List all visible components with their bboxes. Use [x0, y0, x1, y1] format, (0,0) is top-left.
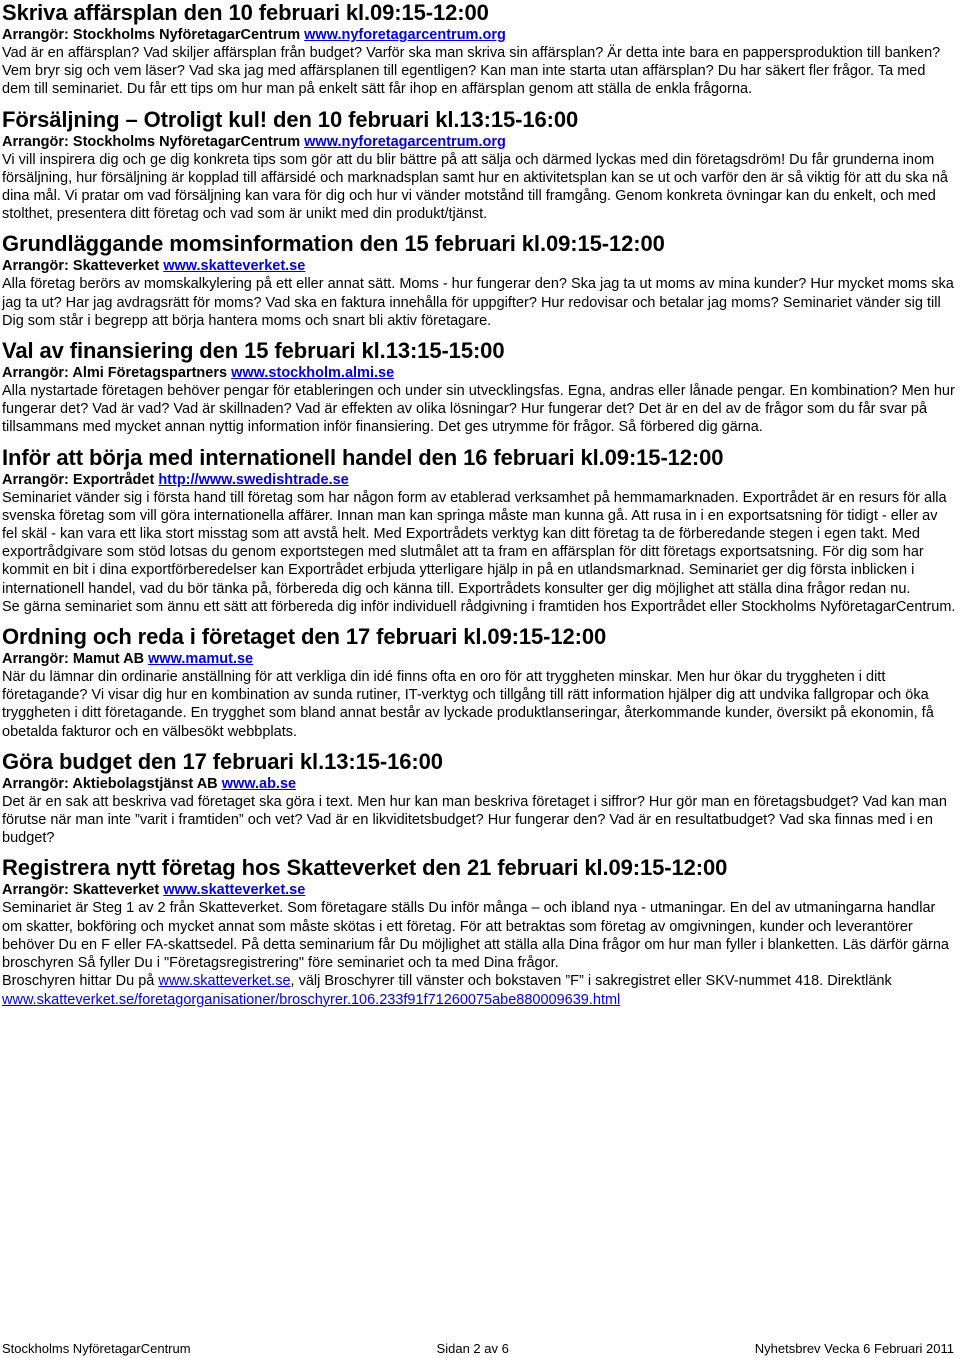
organizer-line — [2, 133, 956, 151]
footer-organization: Stockholms NyföretagarCentrum — [2, 1341, 191, 1356]
section-affarsplan — [2, 0, 956, 99]
skatteverket-link[interactable]: www.skatteverket.se — [158, 973, 291, 990]
section-title: Försäljning – Otroligt kul! den 10 februari kl.13:15-16:00 — [2, 106, 579, 132]
section-body: Vad är en affärsplan? Vad skiljer affärsplan från budget? Varför ska man skriva sin affärsplan? Är detta inte bara en pappersproduktion till banken? Vem bryr sig och vem läser? Vad ska jag med affärsplanen till egentligen? Kan man inte starta utan affärsplan? Du har säkert fler frågor. Ta med dem till seminariet. Du får ett tips om hur man på enkelt sätt får ihop en affärsplan genom att ställa de enkla frågorna. — [2, 45, 941, 98]
organizer-line — [2, 257, 956, 275]
brochure-direct-link[interactable]: www.skatteverket.se/foretagorganisationer/broschyrer.106.233f91f71260075abe880009639.html — [2, 991, 621, 1008]
section-body: Alla nystartade företagen behöver pengar för etableringen och under sin utvecklingsfas. Egna, andras eller lånade pengar. En kombination? Men hur fungerar det? Vad är vad? Vad är skillnaden? Vad är effekten av olika lösningar? Hur fungerar det? Det är en del av de frågor som du får svar på tillsammans med mycket annan nyttig information inför finansiering. Det ges utrymme för frågor. Så förbered dig gärna. — [2, 383, 955, 436]
section-title: Registrera nytt företag hos Skatteverket den 21 februari kl.09:15-12:00 — [2, 855, 728, 881]
section-body: När du lämnar din ordinarie anställning för att verkliga din idé finns ofta en oro för att tryggheten minskar. Men hur ökar du tryggheten i ditt företagande? Vi visar dig hur en kombination av sunda rutiner, IT-verktyg och tillgång till rätt information hjälper dig att undvika fallgropar och öka tryggheten i ditt företagande. En trygghet som bland annat består av lyckade produktlanseringar, återkommande kunder, översikt på ekonomin, få obetalda fakturor och en välbesökt webbplats. — [2, 669, 934, 740]
section-moms — [2, 231, 956, 330]
organizer-label: Arrangör: Stockholms NyföretagarCentrum — [2, 27, 301, 43]
section-body: Det är en sak att beskriva vad företaget ska göra i text. Men hur kan man beskriva företaget i siffror? Hur gör man en företagsbudget? Vad kan man förutse när man inte ”varit i framtiden” och vet? Vad är en likviditetsbudget? Hur fungerar den? Vad är en resultatbudget? Vad ska finnas med i en budget? — [2, 793, 947, 847]
organizer-link[interactable]: www.skatteverket.se — [163, 882, 306, 899]
organizer-line — [2, 775, 956, 793]
organizer-link[interactable]: www.skatteverket.se — [163, 258, 306, 275]
organizer-label: Arrangör: Aktiebolagstjänst AB — [2, 775, 218, 792]
organizer-label: Arrangör: Skatteverket — [2, 882, 160, 899]
section-finansiering — [2, 338, 956, 437]
page-footer — [2, 1341, 954, 1357]
section-body-extra — [2, 972, 956, 1008]
section-title: Grundläggande momsinformation den 15 februari kl.09:15-12:00 — [2, 231, 665, 257]
organizer-label: Arrangör: Almi Företagspartners — [2, 365, 228, 382]
section-body: Alla företag berörs av momskalkylering på ett eller annat sätt. Moms - hur fungerar den? Ska jag ta ut moms av mina kunder? Hur mycket moms ska jag ta ut? Har jag avdragsrätt för moms? Vad ska en faktura innehålla för uppgifter? Hur redovisar och betalar jag moms? Seminariet vänder sig till Dig som står i begrepp att börja hantera moms och snart bli aktiv företagare. — [2, 276, 954, 329]
section-registrera-foretag — [2, 855, 956, 1008]
section-body: Vi vill inspirera dig och ge dig konkreta tips som gör att du blir bättre på att sälja och därmed lyckas med din företagsdröm! Du får grunderna inom försäljning, hur försäljning är kopplad till affärsidé och marknadsplan samt hur en aktivitetsplan kan se ut och varför den är så viktig för att du ska nå dina mål. Vi pratar om vad försäljning kan vara för dig och hur vi vänder motstånd till framgång. Genom konkreta övningar kan du enkelt, och med stolthet, presentera ditt företag och vad som är unikt med din produkt/tjänst. — [2, 151, 948, 223]
organizer-label: Arrangör: Mamut AB — [2, 651, 145, 668]
organizer-label: Arrangör: Skatteverket — [2, 258, 160, 275]
section-title: Ordning och reda i företaget den 17 februari kl.09:15-12:00 — [2, 624, 607, 650]
brochure-text-start: Broschyren hittar Du på — [2, 973, 155, 990]
organizer-link[interactable]: www.stockholm.almi.se — [231, 365, 395, 382]
brochure-text-middle: , välj Broschyrer till vänster och bokstaven ”F” i sakregistret eller SKV-nummet 418. Direktlänk — [290, 973, 892, 990]
section-internationell-handel — [2, 445, 956, 616]
newsletter-page — [2, 0, 956, 1009]
organizer-line — [2, 471, 956, 489]
section-title: Göra budget den 17 februari kl.13:15-16:00 — [2, 748, 443, 774]
section-ordning-och-reda — [2, 624, 956, 741]
section-title: Inför att börja med internationell handel den 16 februari kl.09:15-12:00 — [2, 444, 724, 470]
organizer-line — [2, 881, 956, 899]
organizer-link[interactable]: www.ab.se — [221, 775, 297, 792]
organizer-link[interactable]: www.nyforetagarcentrum.org — [304, 27, 506, 43]
footer-page-number: Sidan 2 av 6 — [436, 1341, 509, 1356]
section-title: Val av finansiering den 15 februari kl.13:15-15:00 — [2, 338, 505, 364]
organizer-line — [2, 364, 956, 382]
organizer-line — [2, 26, 956, 44]
section-forsaljning — [2, 107, 956, 224]
organizer-label: Arrangör: Exportrådet — [2, 471, 155, 488]
organizer-label: Arrangör: Stockholms NyföretagarCentrum — [2, 133, 301, 150]
section-title: Skriva affärsplan den 10 februari kl.09:15-12:00 — [2, 0, 489, 25]
footer-newsletter-issue: Nyhetsbrev Vecka 6 Februari 2011 — [754, 1341, 954, 1356]
organizer-link[interactable]: http://www.swedishtrade.se — [158, 471, 349, 488]
organizer-link[interactable]: www.mamut.se — [148, 651, 254, 668]
section-body: Seminariet är Steg 1 av 2 från Skatteverket. Som företagare ställs Du inför många – och ibland nya - utmaningar. En del av utmaningarna handlar om skatter, bokföring och mycket annat som måste skötas i ett företag. För att betraktas som företag av omgivningen, kunder och leverantörer behöver Du en F eller FA-skattsedel. På detta seminarium får Du möjlighet att ställa alla Dina frågor om hur man fyller i blanketten. Läs därför gärna broschyren Så fyller Du i "Företagsregistrering" före seminariet och ta med Dina frågor. — [2, 900, 949, 972]
organizer-link[interactable]: www.nyforetagarcentrum.org — [304, 133, 506, 150]
section-body-extra: Se gärna seminariet som ännu ett sätt att förbereda dig inför individuell rådgivning i framtiden hos Exportrådet eller Stockholms NyföretagarCentrum. — [2, 598, 956, 615]
organizer-line — [2, 650, 956, 668]
section-budget — [2, 749, 956, 848]
section-body: Seminariet vänder sig i första hand till företag som har någon form av etablerad verksamhet på hemmamarknaden. Exportrådet är en resurs för alla svenska företag som vill göra internationella affärer. Innan man kan springa måste man kunna gå. Att rusa in i en exportsatsning för tidigt - eller av fel skäl - kan vara ett lika stort misstag som att avstå helt. Med Exportrådets verktyg kan ditt företag ta de förberedande stegen i egen takt. Med exportrådgivare som stöd lotsas du genom exportstegen med slutmålet att ta fram en affärsplan för ditt företags exportsatsning. För dig som har kommit en bit i dina exportförberedelser kan Exportrådet erbjuda ytterligare hjälp in på en utlandsmarknad. Seminariet ger dig första inblicken i internationell handel, vad du bör tänka på, förbereda dig och känna till. Exportrådets konsulter ger dig möjlighet att ställa dina frågor redan nu. — [2, 489, 947, 597]
